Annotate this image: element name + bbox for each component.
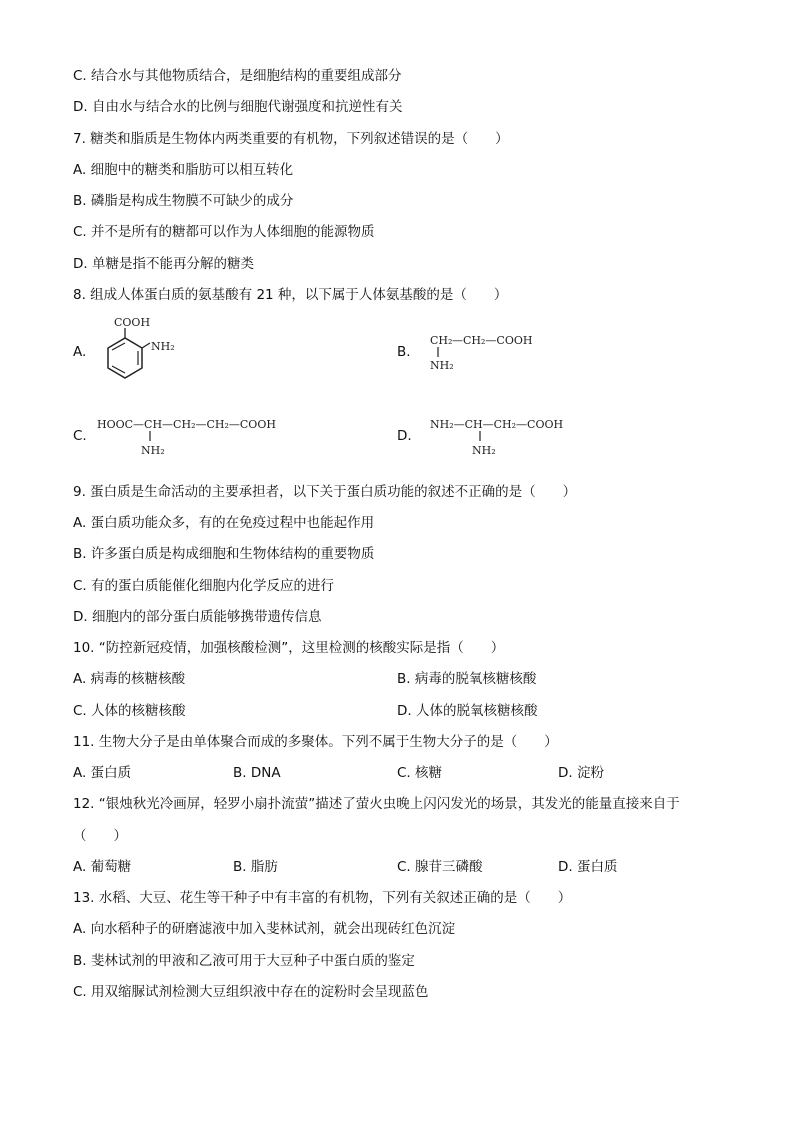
q13-option-a: A. 向水稻种子的研磨滤液中加入斐林试剂，就会出现砖红色沉淀 [73,921,456,937]
q13-option-b: B. 斐林试剂的甲液和乙液可用于大豆种子中蛋白质的鉴定 [73,953,415,969]
q8-option-d-structure [428,414,608,462]
q9-option-d: D. 细胞内的部分蛋白质能够携带遗传信息 [73,609,322,625]
q6-option-c: C. 结合水与其他物质结合，是细胞结构的重要组成部分 [73,68,402,84]
question-13: 13. 水稻、大豆、花生等干种子中有丰富的有机物，下列有关叙述正确的是（ ） [73,890,572,906]
svg-text:NH₂: NH₂ [472,444,496,457]
q7-option-b: B. 磷脂是构成生物膜不可缺少的成分 [73,193,294,209]
question-10: 10. “防控新冠疫情，加强核酸检测”，这里检测的核酸实际是指（ ） [73,640,505,656]
q7-option-a: A. 细胞中的糖类和脂肪可以相互转化 [73,162,294,178]
q8-option-c-label: C. [73,428,87,444]
q6-option-d: D. 自由水与结合水的比例与细胞代谢强度和抗逆性有关 [73,99,403,115]
svg-text:—CH₂—COOH: —CH₂—COOH [452,334,533,347]
svg-text:NH₂: NH₂ [430,359,454,372]
q8-option-b-structure [428,330,558,378]
svg-text:NH₂: NH₂ [141,444,165,457]
q12-option-d: D. 蛋白质 [558,859,618,875]
question-11: 11. 生物大分子是由单体聚合而成的多聚体。下列不属于生物大分子的是（ ） [73,734,558,750]
q10-option-d: D. 人体的脱氧核糖核酸 [397,703,538,719]
svg-text:CH₂: CH₂ [430,334,453,347]
question-8: 8. 组成人体蛋白质的氨基酸有 21 种，以下属于人体氨基酸的是（ ） [73,287,508,303]
q10-option-c: C. 人体的核糖核酸 [73,703,186,719]
svg-text:NH₂—CH—CH₂—COOH: NH₂—CH—CH₂—COOH [430,418,564,431]
q9-option-b: B. 许多蛋白质是构成细胞和生物体结构的重要物质 [73,546,375,562]
q11-option-c: C. 核糖 [397,765,443,781]
svg-text:HOOC—CH—CH₂—CH₂—COOH: HOOC—CH—CH₂—CH₂—COOH [97,418,276,431]
q9-option-a: A. 蛋白质功能众多，有的在免疫过程中也能起作用 [73,515,375,531]
q10-option-b: B. 病毒的脱氧核糖核酸 [397,671,537,687]
a-nh2-text: NH₂ [151,340,175,353]
q11-option-b: B. DNA [233,765,281,781]
q7-option-c: C. 并不是所有的糖都可以作为人体细胞的能源物质 [73,224,375,240]
a-cooh-text: COOH [114,316,151,329]
q7-option-d: D. 单糖是指不能再分解的糖类 [73,256,254,272]
q10-option-a: A. 病毒的核糖核酸 [73,671,186,687]
q8-option-a-structure [92,312,212,392]
q9-option-c: C. 有的蛋白质能催化细胞内化学反应的进行 [73,578,335,594]
question-7: 7. 糖类和脂质是生物体内两类重要的有机物，下列叙述错误的是（ ） [73,131,509,147]
question-12: 12. “银烛秋光冷画屏，轻罗小扇扑流萤”描述了萤火虫晚上闪闪发光的场景，其发光的能量直接来自于 [73,796,680,812]
benzene-ring-structure [92,312,212,388]
question-9: 9. 蛋白质是生命活动的主要承担者，以下关于蛋白质功能的叙述不正确的是（ ） [73,484,577,500]
q11-option-a: A. 蛋白质 [73,765,132,781]
q12-option-a: A. 葡萄糖 [73,859,132,875]
q12-option-c: C. 腺苷三磷酸 [397,859,483,875]
q8-option-c-structure [95,414,295,462]
question-12-continued: （ ） [73,828,127,844]
q12-option-b: B. 脂肪 [233,859,278,875]
q13-option-c: C. 用双缩脲试剂检测大豆组织液中存在的淀粉时会呈现蓝色 [73,984,429,1000]
q8-option-b-label: B. [397,344,411,360]
q8-option-d-label: D. [397,428,412,444]
q11-option-d: D. 淀粉 [558,765,604,781]
q8-option-a-label: A. [73,344,87,360]
